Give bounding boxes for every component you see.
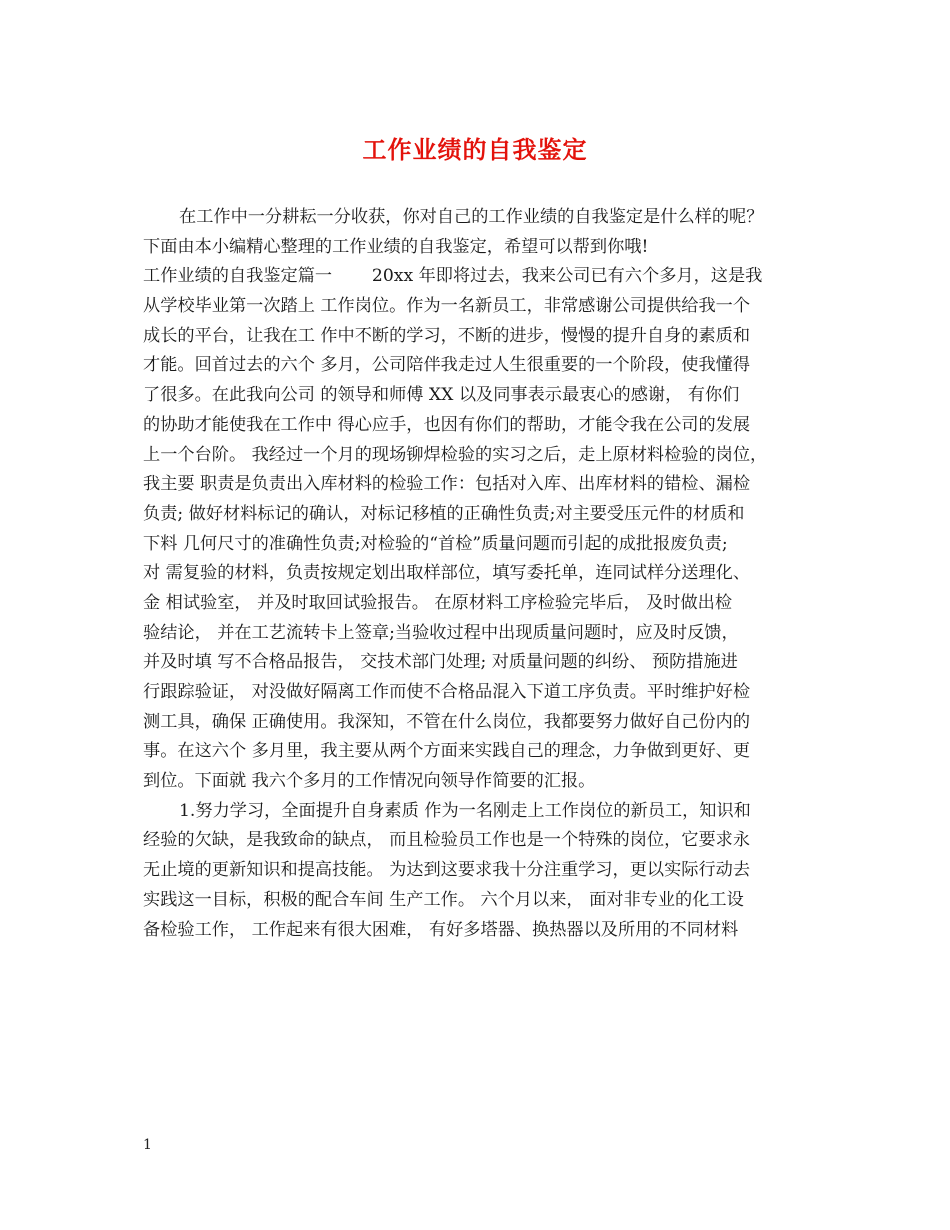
paragraph-line: 金 相试验室， 并及时取回试验报告。 在原材料工序检验完毕后， 及时做出检 [143, 592, 733, 613]
paragraph-line: 事。在这六个 多月里，我主要从两个方面来实践自己的理念，力争做到更好、更 [143, 741, 751, 762]
paragraph-line: 1.努力学习，全面提升自身素质 作为一名刚走上工作岗位的新员工，知识和 [179, 800, 751, 821]
paragraph-line: 验结论， 并在工艺流转卡上签章;当验收过程中出现质量问题时，应及时反馈， [143, 622, 739, 643]
paragraph-line: 下面由本小编精心整理的工作业绩的自我鉴定，希望可以帮到你哦! [143, 236, 649, 257]
page-number: 1 [143, 1137, 152, 1153]
paragraph-line: 对 需复验的材料，负责按规定划出取样部位，填写委托单，连同试样分送理化、 [143, 563, 751, 584]
document-body [143, 203, 833, 945]
paragraph-line: 才能。回首过去的六个 多月，公司陪伴我走过人生很重要的一个阶段，使我懂得 [143, 355, 751, 376]
paragraph-line: 实践这一目标，积极的配合车间 生产工作。 六个月以来， 面对非专业的化工设 [143, 889, 744, 910]
paragraph-line: 备检验工作， 工作起来有很大困难， 有好多塔器、换热器以及所用的不同材料 [143, 919, 739, 940]
paragraph-line: 的协助才能使我在工作中 得心应手，也因有你们的帮助，才能令我在公司的发展 [143, 414, 751, 435]
paragraph-line: 经验的欠缺，是我致命的缺点， 而且检验员工作也是一个特殊的岗位，它要求永 [143, 830, 751, 851]
paragraph-line: 并及时填 写不合格品报告， 交技术部门处理; 对质量问题的纠纷、 预防措施进 [143, 652, 738, 673]
paragraph-line: 行跟踪验证， 对没做好隔离工作而使不合格品混入下道工序负责。平时维护好检 [143, 682, 751, 702]
paragraph-line: 无止境的更新知识和提高技能。 为达到这要求我十分注重学习，更以实际行动去 [143, 860, 751, 881]
paragraph-line: 在工作中一分耕耘一分收获，你对自己的工作业绩的自我鉴定是什么样的呢？ [179, 207, 764, 227]
paragraph-line: 到位。下面就 我六个多月的工作情况向领导作简要的汇报。 [143, 771, 596, 792]
paragraph-line: 从学校毕业第一次踏上 工作岗位。作为一名新员工，非常感谢公司提供给我一个 [143, 296, 751, 317]
paragraph-line: 上一个台阶。 我经过一个月的现场铆焊检验的实习之后，走上原材料检验的岗位， [143, 444, 768, 465]
paragraph-line: 了很多。在此我向公司 的领导和师傅 XX 以及同事表示最衷心的感谢， 有你们 [143, 385, 740, 406]
paragraph-line: 下料 几何尺寸的准确性负责;对检验的“首检”质量问题而引起的成批报废负责; [143, 533, 728, 554]
paragraph-line: 测工具，确保 正确使用。我深知，不管在什么岗位，我都要努力做好自己份内的 [143, 711, 751, 732]
paragraph-line: 我主要 职责是负责出入库材料的检验工作：包括对入库、出库材料的错检、漏检 [143, 474, 751, 495]
paragraph-line: 工作业绩的自我鉴定篇一 20xx 年即将过去，我来公司已有六个多月，这是我 [143, 266, 763, 287]
document-title: 工作业绩的自我鉴定 [362, 136, 588, 164]
paragraph-line: 成长的平台，让我在工 作中不断的学习，不断的进步，慢慢的提升自身的素质和 [143, 325, 751, 346]
paragraph-line: 负责; 做好材料标记的确认，对标记移植的正确性负责;对主要受压元件的材质和 [143, 503, 745, 524]
